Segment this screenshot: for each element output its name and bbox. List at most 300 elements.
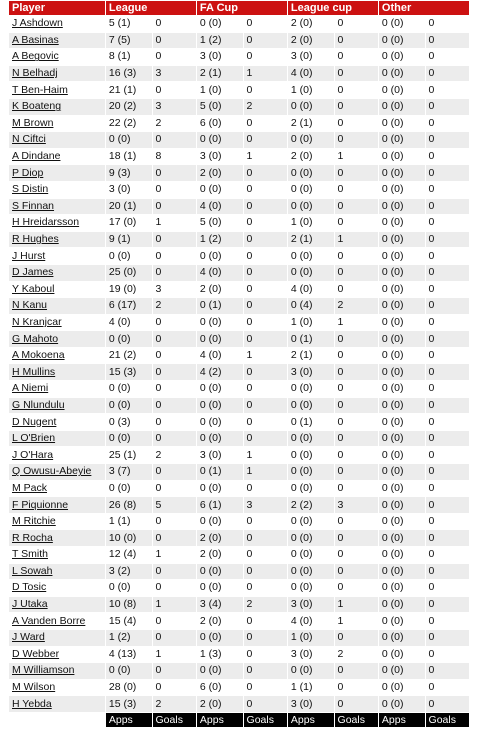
league-apps-cell: 4 (0): [106, 315, 152, 331]
other-goals-cell: 0: [426, 298, 469, 314]
league-goals-cell: 0: [153, 265, 196, 281]
league-goals-cell: 0: [153, 248, 196, 264]
league-goals-cell: 0: [153, 232, 196, 248]
other-goals-cell: 0: [426, 398, 469, 414]
player-cell: [9, 149, 105, 165]
player-link[interactable]: A Basinas: [12, 33, 59, 46]
player-cell: [9, 232, 105, 248]
table-row: [9, 132, 469, 148]
other-goals-cell: 0: [426, 165, 469, 181]
league-apps-cell: 9 (3): [106, 165, 152, 181]
other-apps-cell: 0 (0): [379, 49, 425, 65]
player-link[interactable]: A Begovic: [12, 50, 59, 63]
other-apps-cell: 0 (0): [379, 547, 425, 563]
table-body: [9, 16, 469, 712]
fa-cup-apps-cell: 0 (0): [197, 381, 243, 397]
other-apps-cell: 0 (0): [379, 282, 425, 298]
table-row: [9, 431, 469, 447]
other-apps-cell: 0 (0): [379, 16, 425, 32]
other-goals-cell: 0: [426, 248, 469, 264]
fa-cup-goals-cell: 0: [244, 514, 287, 530]
fa-cup-apps-cell: 2 (0): [197, 696, 243, 712]
league-apps-cell: 15 (4): [106, 613, 152, 629]
player-link[interactable]: M Wilson: [12, 681, 56, 694]
player-cell: [9, 165, 105, 181]
league-cup-apps-cell: 3 (0): [288, 49, 334, 65]
other-apps-cell: 0 (0): [379, 116, 425, 132]
league-cup-goals-cell: 0: [335, 696, 378, 712]
fa-cup-apps-cell: 3 (0): [197, 49, 243, 65]
player-link[interactable]: A Mokoena: [12, 349, 65, 362]
player-link[interactable]: G Nlundulu: [12, 398, 65, 411]
table-row: [9, 497, 469, 513]
other-apps-cell: 0 (0): [379, 447, 425, 463]
league-cup-goals-cell: 0: [335, 547, 378, 563]
footer-lc-goals: Goals: [335, 713, 378, 727]
league-apps-cell: 3 (2): [106, 564, 152, 580]
other-apps-cell: 0 (0): [379, 663, 425, 679]
league-goals-cell: 0: [153, 414, 196, 430]
fa-cup-apps-cell: 2 (0): [197, 165, 243, 181]
league-cup-goals-cell: 0: [335, 199, 378, 215]
league-cup-apps-cell: 0 (0): [288, 132, 334, 148]
player-cell: [9, 265, 105, 281]
league-goals-cell: 2: [153, 298, 196, 314]
league-cup-goals-cell: 0: [335, 99, 378, 115]
player-link[interactable]: J Ward: [12, 631, 45, 644]
league-cup-apps-cell: 1 (0): [288, 82, 334, 98]
league-cup-goals-cell: 0: [335, 447, 378, 463]
player-link[interactable]: R Hughes: [12, 233, 59, 246]
other-goals-cell: 0: [426, 116, 469, 132]
fa-cup-apps-cell: 0 (0): [197, 248, 243, 264]
fa-cup-goals-cell: 2: [244, 99, 287, 115]
other-goals-cell: 0: [426, 33, 469, 49]
league-goals-cell: 0: [153, 663, 196, 679]
player-cell: [9, 597, 105, 613]
league-goals-cell: 0: [153, 82, 196, 98]
player-link[interactable]: N Belhadj: [12, 67, 58, 80]
league-apps-cell: 0 (0): [106, 663, 152, 679]
league-cup-apps-cell: 2 (0): [288, 16, 334, 32]
other-goals-cell: 0: [426, 431, 469, 447]
player-cell: [9, 66, 105, 82]
other-goals-cell: 0: [426, 514, 469, 530]
other-goals-cell: 0: [426, 149, 469, 165]
league-apps-cell: 26 (8): [106, 497, 152, 513]
player-cell: [9, 696, 105, 712]
league-cup-goals-cell: 3: [335, 497, 378, 513]
fa-cup-goals-cell: 0: [244, 696, 287, 712]
league-goals-cell: 1: [153, 597, 196, 613]
player-link[interactable]: H Yebda: [12, 697, 52, 710]
league-cup-goals-cell: 0: [335, 381, 378, 397]
fa-cup-apps-cell: 0 (0): [197, 514, 243, 530]
other-apps-cell: 0 (0): [379, 580, 425, 596]
fa-cup-goals-cell: 0: [244, 630, 287, 646]
league-goals-cell: 0: [153, 381, 196, 397]
player-cell: [9, 381, 105, 397]
player-cell: [9, 82, 105, 98]
fa-cup-goals-cell: 3: [244, 497, 287, 513]
table-row: [9, 696, 469, 712]
player-cell: [9, 182, 105, 198]
other-goals-cell: 0: [426, 215, 469, 231]
table-row: [9, 580, 469, 596]
table-row: [9, 182, 469, 198]
league-apps-cell: 3 (7): [106, 464, 152, 480]
other-goals-cell: 0: [426, 663, 469, 679]
other-goals-cell: 0: [426, 696, 469, 712]
player-link[interactable]: M Ritchie: [12, 515, 56, 528]
fa-cup-goals-cell: 0: [244, 414, 287, 430]
fa-cup-goals-cell: 0: [244, 331, 287, 347]
other-apps-cell: 0 (0): [379, 464, 425, 480]
league-apps-cell: 1 (1): [106, 514, 152, 530]
league-apps-cell: 0 (0): [106, 381, 152, 397]
league-goals-cell: 0: [153, 49, 196, 65]
league-cup-apps-cell: 0 (0): [288, 447, 334, 463]
league-apps-cell: 6 (17): [106, 298, 152, 314]
fa-cup-apps-cell: 1 (2): [197, 33, 243, 49]
league-cup-apps-cell: 2 (1): [288, 348, 334, 364]
fa-cup-goals-cell: 0: [244, 199, 287, 215]
player-link[interactable]: N Ciftci: [12, 133, 46, 146]
league-cup-apps-cell: 0 (0): [288, 564, 334, 580]
player-cell: [9, 132, 105, 148]
table-row: [9, 597, 469, 613]
player-cell: [9, 33, 105, 49]
fa-cup-apps-cell: 0 (0): [197, 580, 243, 596]
table-row: [9, 66, 469, 82]
league-cup-goals-cell: 0: [335, 663, 378, 679]
league-goals-cell: 8: [153, 149, 196, 165]
league-cup-goals-cell: 0: [335, 165, 378, 181]
player-cell: [9, 647, 105, 663]
fa-cup-goals-cell: 0: [244, 663, 287, 679]
other-apps-cell: 0 (0): [379, 597, 425, 613]
table-row: [9, 315, 469, 331]
league-apps-cell: 0 (0): [106, 331, 152, 347]
league-cup-apps-cell: 0 (0): [288, 381, 334, 397]
fa-cup-goals-cell: 0: [244, 613, 287, 629]
table-row: [9, 33, 469, 49]
league-cup-apps-cell: 1 (0): [288, 630, 334, 646]
fa-cup-goals-cell: 0: [244, 398, 287, 414]
player-cell: [9, 398, 105, 414]
other-apps-cell: 0 (0): [379, 199, 425, 215]
player-cell: [9, 49, 105, 65]
player-link[interactable]: S Finnan: [12, 199, 55, 212]
player-cell: [9, 116, 105, 132]
table-row: [9, 331, 469, 347]
league-cup-goals-cell: 0: [335, 265, 378, 281]
player-cell: [9, 530, 105, 546]
league-cup-goals-cell: 2: [335, 298, 378, 314]
other-apps-cell: 0 (0): [379, 348, 425, 364]
league-apps-cell: 1 (2): [106, 630, 152, 646]
fa-cup-goals-cell: 1: [244, 348, 287, 364]
other-goals-cell: 0: [426, 630, 469, 646]
player-link[interactable]: D James: [12, 266, 54, 279]
fa-cup-apps-cell: 0 (0): [197, 398, 243, 414]
other-goals-cell: 0: [426, 315, 469, 331]
player-link[interactable]: D Tosic: [12, 581, 47, 594]
league-cup-apps-cell: 2 (1): [288, 232, 334, 248]
player-link[interactable]: L Sowah: [12, 564, 53, 577]
player-link[interactable]: A Vanden Borre: [12, 614, 86, 627]
player-cell: [9, 298, 105, 314]
other-goals-cell: 0: [426, 182, 469, 198]
footer-row: [9, 713, 469, 727]
fa-cup-apps-cell: 1 (3): [197, 647, 243, 663]
header-fa-cup: FA Cup: [197, 1, 287, 15]
fa-cup-goals-cell: 0: [244, 680, 287, 696]
player-link[interactable]: S Distin: [12, 183, 49, 196]
fa-cup-apps-cell: 4 (0): [197, 348, 243, 364]
league-cup-apps-cell: 0 (1): [288, 414, 334, 430]
fa-cup-apps-cell: 0 (0): [197, 16, 243, 32]
league-cup-goals-cell: 0: [335, 414, 378, 430]
league-goals-cell: 0: [153, 132, 196, 148]
league-goals-cell: 1: [153, 547, 196, 563]
player-link[interactable]: A Dindane: [12, 150, 61, 163]
league-cup-goals-cell: 0: [335, 398, 378, 414]
player-link[interactable]: M Brown: [12, 116, 54, 129]
table-row: [9, 82, 469, 98]
league-apps-cell: 0 (0): [106, 132, 152, 148]
fa-cup-goals-cell: 0: [244, 530, 287, 546]
other-goals-cell: 0: [426, 364, 469, 380]
table-row: [9, 199, 469, 215]
fa-cup-apps-cell: 0 (0): [197, 431, 243, 447]
other-goals-cell: 0: [426, 481, 469, 497]
league-cup-apps-cell: 0 (4): [288, 298, 334, 314]
league-apps-cell: 0 (0): [106, 580, 152, 596]
table-row: [9, 49, 469, 65]
league-goals-cell: 3: [153, 282, 196, 298]
fa-cup-goals-cell: 0: [244, 381, 287, 397]
other-apps-cell: 0 (0): [379, 215, 425, 231]
other-apps-cell: 0 (0): [379, 364, 425, 380]
league-cup-apps-cell: 4 (0): [288, 66, 334, 82]
other-goals-cell: 0: [426, 66, 469, 82]
league-cup-goals-cell: 0: [335, 16, 378, 32]
player-link[interactable]: H Hreidarsson: [12, 216, 80, 229]
league-cup-apps-cell: 0 (0): [288, 481, 334, 497]
league-goals-cell: 1: [153, 647, 196, 663]
league-apps-cell: 8 (1): [106, 49, 152, 65]
player-link[interactable]: Q Owusu-Abeyie: [12, 465, 92, 478]
player-cell: [9, 348, 105, 364]
player-link[interactable]: R Rocha: [12, 531, 53, 544]
table-row: [9, 680, 469, 696]
league-cup-apps-cell: 3 (0): [288, 696, 334, 712]
player-link[interactable]: T Smith: [12, 548, 48, 561]
fa-cup-goals-cell: 0: [244, 481, 287, 497]
league-apps-cell: 4 (13): [106, 647, 152, 663]
league-goals-cell: 0: [153, 564, 196, 580]
league-apps-cell: 19 (0): [106, 282, 152, 298]
table-row: [9, 530, 469, 546]
fa-cup-goals-cell: 1: [244, 149, 287, 165]
fa-cup-apps-cell: 0 (0): [197, 315, 243, 331]
player-link[interactable]: M Pack: [12, 481, 48, 494]
player-link[interactable]: L O'Brien: [12, 432, 56, 445]
other-goals-cell: 0: [426, 597, 469, 613]
player-link[interactable]: M Williamson: [12, 664, 75, 677]
table-row: [9, 232, 469, 248]
player-link[interactable]: Y Kaboul: [12, 282, 55, 295]
other-apps-cell: 0 (0): [379, 132, 425, 148]
other-goals-cell: 0: [426, 680, 469, 696]
player-link[interactable]: N Kranjcar: [12, 315, 62, 328]
league-apps-cell: 25 (1): [106, 447, 152, 463]
player-link[interactable]: F Piquionne: [12, 498, 69, 511]
other-goals-cell: 0: [426, 265, 469, 281]
league-apps-cell: 15 (3): [106, 696, 152, 712]
fa-cup-apps-cell: 4 (0): [197, 199, 243, 215]
header-player: Player: [9, 1, 105, 15]
fa-cup-apps-cell: 4 (0): [197, 265, 243, 281]
fa-cup-goals-cell: 1: [244, 464, 287, 480]
table-row: [9, 547, 469, 563]
league-cup-goals-cell: 0: [335, 464, 378, 480]
player-link[interactable]: D Nugent: [12, 415, 57, 428]
league-cup-apps-cell: 0 (0): [288, 464, 334, 480]
league-apps-cell: 0 (0): [106, 248, 152, 264]
fa-cup-apps-cell: 3 (0): [197, 447, 243, 463]
league-cup-apps-cell: 4 (0): [288, 282, 334, 298]
table-row: [9, 165, 469, 181]
fa-cup-goals-cell: 0: [244, 16, 287, 32]
fa-cup-goals-cell: 0: [244, 116, 287, 132]
fa-cup-goals-cell: 0: [244, 431, 287, 447]
player-link[interactable]: G Mahoto: [12, 332, 59, 345]
league-cup-apps-cell: 0 (0): [288, 199, 334, 215]
player-link[interactable]: N Kanu: [12, 299, 48, 312]
player-link[interactable]: J Utaka: [12, 598, 48, 611]
other-apps-cell: 0 (0): [379, 514, 425, 530]
league-cup-goals-cell: 0: [335, 82, 378, 98]
table-row: [9, 414, 469, 430]
league-apps-cell: 22 (2): [106, 116, 152, 132]
fa-cup-apps-cell: 6 (1): [197, 497, 243, 513]
other-apps-cell: 0 (0): [379, 398, 425, 414]
league-goals-cell: 0: [153, 165, 196, 181]
fa-cup-apps-cell: 2 (0): [197, 613, 243, 629]
fa-cup-apps-cell: 5 (0): [197, 99, 243, 115]
fa-cup-goals-cell: 1: [244, 66, 287, 82]
fa-cup-goals-cell: 0: [244, 165, 287, 181]
player-link[interactable]: D Webber: [12, 647, 60, 660]
league-goals-cell: 3: [153, 66, 196, 82]
footer-other-goals: Goals: [426, 713, 469, 727]
league-goals-cell: 0: [153, 33, 196, 49]
league-cup-apps-cell: 3 (0): [288, 597, 334, 613]
fa-cup-apps-cell: 0 (0): [197, 663, 243, 679]
league-cup-goals-cell: 0: [335, 431, 378, 447]
league-cup-apps-cell: 3 (0): [288, 364, 334, 380]
table-row: [9, 481, 469, 497]
player-link[interactable]: J O'Hara: [12, 448, 54, 461]
other-apps-cell: 0 (0): [379, 381, 425, 397]
player-link[interactable]: T Ben-Haim: [12, 83, 68, 96]
league-goals-cell: 2: [153, 116, 196, 132]
league-cup-apps-cell: 2 (0): [288, 33, 334, 49]
fa-cup-goals-cell: 2: [244, 597, 287, 613]
table-row: [9, 265, 469, 281]
table-row: [9, 16, 469, 32]
other-apps-cell: 0 (0): [379, 33, 425, 49]
fa-cup-apps-cell: 2 (0): [197, 547, 243, 563]
league-cup-goals-cell: 1: [335, 613, 378, 629]
fa-cup-apps-cell: 2 (0): [197, 282, 243, 298]
league-cup-apps-cell: 0 (0): [288, 514, 334, 530]
other-apps-cell: 0 (0): [379, 564, 425, 580]
fa-cup-goals-cell: 0: [244, 232, 287, 248]
player-link[interactable]: J Ashdown: [12, 17, 63, 30]
league-apps-cell: 0 (0): [106, 431, 152, 447]
league-cup-goals-cell: 1: [335, 232, 378, 248]
league-goals-cell: 3: [153, 99, 196, 115]
league-goals-cell: 0: [153, 315, 196, 331]
player-cell: [9, 315, 105, 331]
other-goals-cell: 0: [426, 199, 469, 215]
league-apps-cell: 0 (0): [106, 481, 152, 497]
player-cell: [9, 331, 105, 347]
player-cell: [9, 414, 105, 430]
header-other: Other: [379, 1, 469, 15]
league-apps-cell: 0 (0): [106, 398, 152, 414]
fa-cup-goals-cell: 0: [244, 298, 287, 314]
other-goals-cell: 0: [426, 132, 469, 148]
fa-cup-goals-cell: 0: [244, 315, 287, 331]
league-cup-apps-cell: 0 (0): [288, 165, 334, 181]
league-cup-goals-cell: 1: [335, 597, 378, 613]
table-row: [9, 630, 469, 646]
fa-cup-goals-cell: 0: [244, 364, 287, 380]
fa-cup-goals-cell: 0: [244, 33, 287, 49]
fa-cup-goals-cell: 0: [244, 647, 287, 663]
player-link[interactable]: H Mullins: [12, 365, 56, 378]
league-cup-goals-cell: 0: [335, 564, 378, 580]
player-link[interactable]: K Boateng: [12, 100, 62, 113]
player-link[interactable]: J Hurst: [12, 249, 46, 262]
league-cup-goals-cell: 1: [335, 315, 378, 331]
league-cup-apps-cell: 3 (0): [288, 647, 334, 663]
header-league: League: [106, 1, 196, 15]
player-link[interactable]: P Diop: [12, 166, 44, 179]
player-cell: [9, 564, 105, 580]
footer-other-apps: Apps: [379, 713, 425, 727]
league-goals-cell: 0: [153, 464, 196, 480]
player-link[interactable]: A Niemi: [12, 382, 49, 395]
fa-cup-apps-cell: 1 (2): [197, 232, 243, 248]
other-goals-cell: 0: [426, 99, 469, 115]
league-goals-cell: 0: [153, 514, 196, 530]
fa-cup-apps-cell: 0 (0): [197, 132, 243, 148]
other-apps-cell: 0 (0): [379, 331, 425, 347]
league-goals-cell: 0: [153, 182, 196, 198]
league-cup-goals-cell: 0: [335, 680, 378, 696]
footer-league-goals: Goals: [153, 713, 196, 727]
other-apps-cell: 0 (0): [379, 680, 425, 696]
fa-cup-apps-cell: 0 (0): [197, 481, 243, 497]
league-goals-cell: 0: [153, 348, 196, 364]
league-cup-goals-cell: 0: [335, 33, 378, 49]
league-cup-apps-cell: 0 (0): [288, 265, 334, 281]
